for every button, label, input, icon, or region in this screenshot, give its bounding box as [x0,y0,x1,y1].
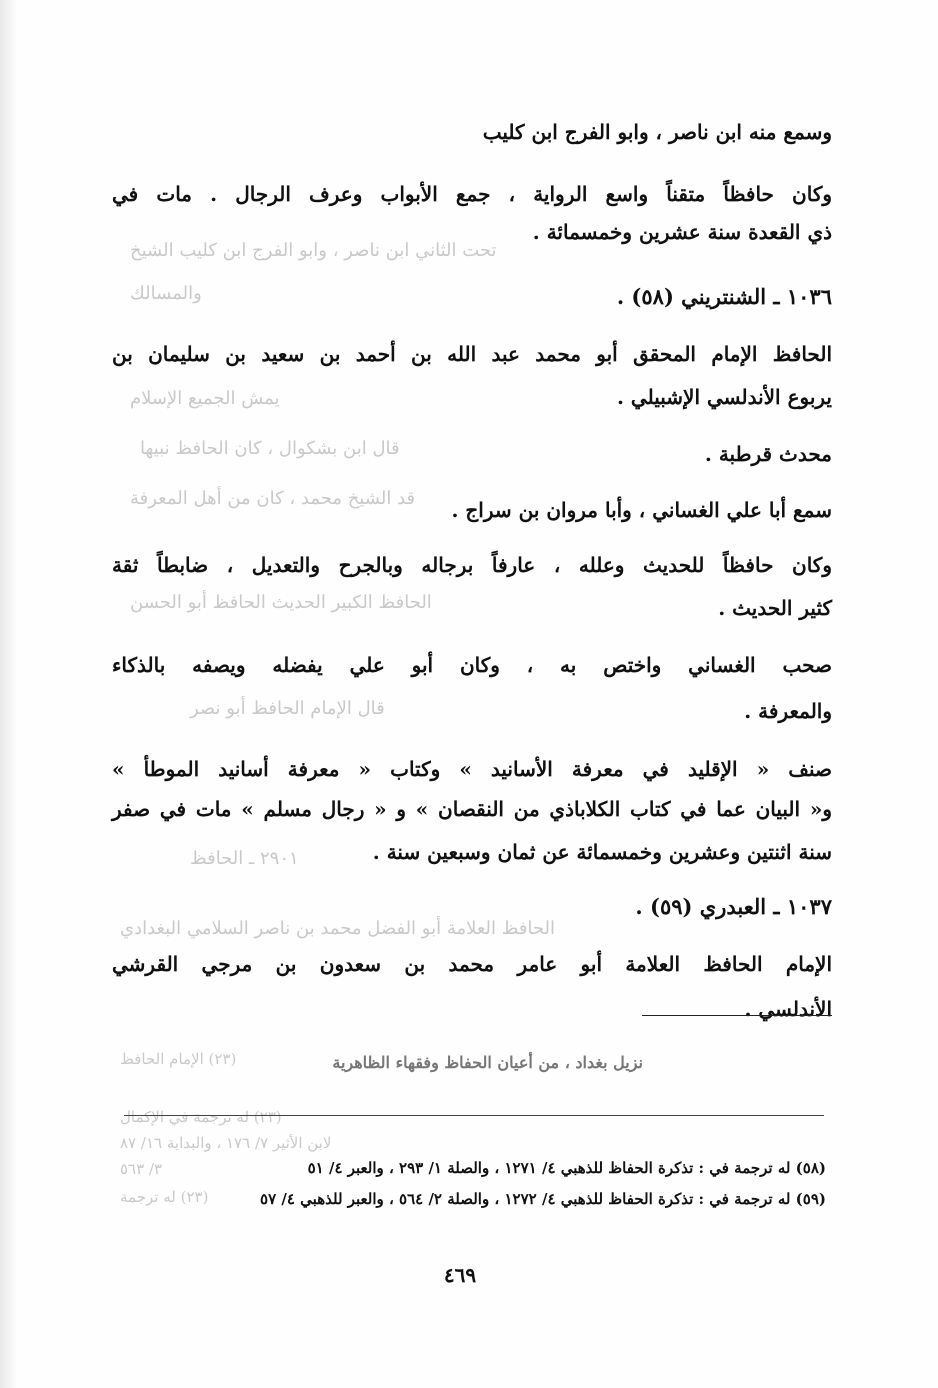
text-line: سمع أبا علي الغساني ، وأبا مروان بن سراج . [451,498,832,522]
footnote-separator [642,1015,832,1016]
footnote-separator-faint [124,1115,824,1116]
bleed-through-footnote: نزيل بغداد ، من أعيان الحفاظ وفقهاء الظاهرية [332,1053,643,1072]
text-line: وكان حافظاً متقناً واسع الرواية ، جمع الأبواب وعرف الرجال . مات في [112,182,832,206]
page-number: ٤٦٩ [443,1263,477,1287]
bleed-through-text: تحت الثاني ابن ناصر ، وابو الفرج ابن كليب الشيخ [130,240,497,261]
bleed-through-text: قد الشيخ محمد ، كان من أهل المعرفة [130,488,416,509]
bleed-through-text: (٢٣) له ترجمة في الإكمال [120,1108,282,1126]
scan-shadow-edge [0,0,18,1388]
text-line: وكان حافظاً للحديث وعلله ، عارفاً برجاله وبالجرح والتعديل ، ضابطاً ثقة [112,553,832,577]
text-line: ذي القعدة سنة عشرين وخمسمائة . [532,220,832,244]
text-line: صنف « الإقليد في معرفة الأسانيد » وكتاب « معرفة أسانيد الموطأ » [112,757,832,781]
bleed-through-text: ٣/ ٥٦٣ [120,1160,163,1178]
entry-heading-1037: ١٠٣٧ ـ العبدري (٥٩) . [635,894,832,919]
text-line: كثير الحديث . [718,596,832,620]
text-line: سنة اثنتين وعشرين وخمسمائة عن ثمان وسبعين سنة . [372,840,832,864]
text-line: وسمع منه ابن ناصر ، وابو الفرج ابن كليب [482,120,832,144]
text-line: صحب الغساني واختص به ، وكان أبو علي يفضله ويصفه بالذكاء [112,653,832,677]
bleed-through-text: الحافظ العلامة أبو الفضل محمد بن ناصر السلامي البغدادي [120,918,556,939]
bleed-through-text: يمش الجميع الإسلام [130,388,280,409]
bleed-through-text: الحافظ الكبير الحديث الحافظ أبو الحسن [130,592,432,613]
footnote-58: (٥٨) له ترجمة في : تذكرة الحفاظ للذهبي ٤/ ١٢٧١ ، والصلة ١/ ٢٩٣ ، والعبر ٤/ ٥١ [307,1159,826,1177]
bleed-through-text: (٢٣) له ترجمة [120,1188,209,1206]
footnote-59: (٥٩) له ترجمة في : تذكرة الحفاظ للذهبي ٤/ ١٢٧٢ ، والصلة ٢/ ٥٦٤ ، والعبر للذهبي ٤/ ٥٧ [260,1190,826,1208]
text-line: محدث قرطبة . [704,442,832,466]
text-line: و« البيان عما في كتاب الكلاباذي من النقصان » و « رجال مسلم » مات في صفر [112,797,832,821]
bleed-through-text: قال ابن بشكوال ، كان الحافظ نبيها [140,438,400,459]
text-line: الأندلسي . [744,997,832,1021]
text-line: والمعرفة . [744,699,832,723]
entry-heading-1036: ١٠٣٦ ـ الشنتريني (٥٨) . [616,284,832,309]
bleed-through-text: ٢٩٠١ ـ الحافظ [190,848,299,869]
bleed-through-text: (٢٣) الإمام الحافظ [120,1050,237,1068]
bleed-through-text: لابن الأثير ٧/ ١٧٦ ، والبداية ١٦/ ٨٧ [120,1134,332,1152]
text-line: الحافظ الإمام المحقق أبو محمد عبد الله بن أحمد بن سعيد بن سليمان بن [112,342,832,366]
bleed-through-text: والمسالك [130,283,202,304]
bleed-through-text: قال الإمام الحافظ أبو نصر [190,698,385,719]
text-line: الإمام الحافظ العلامة أبو عامر محمد بن سعدون بن مرجي القرشي [112,952,832,976]
text-line: يربوع الأندلسي الإشبيلي . [617,385,832,409]
